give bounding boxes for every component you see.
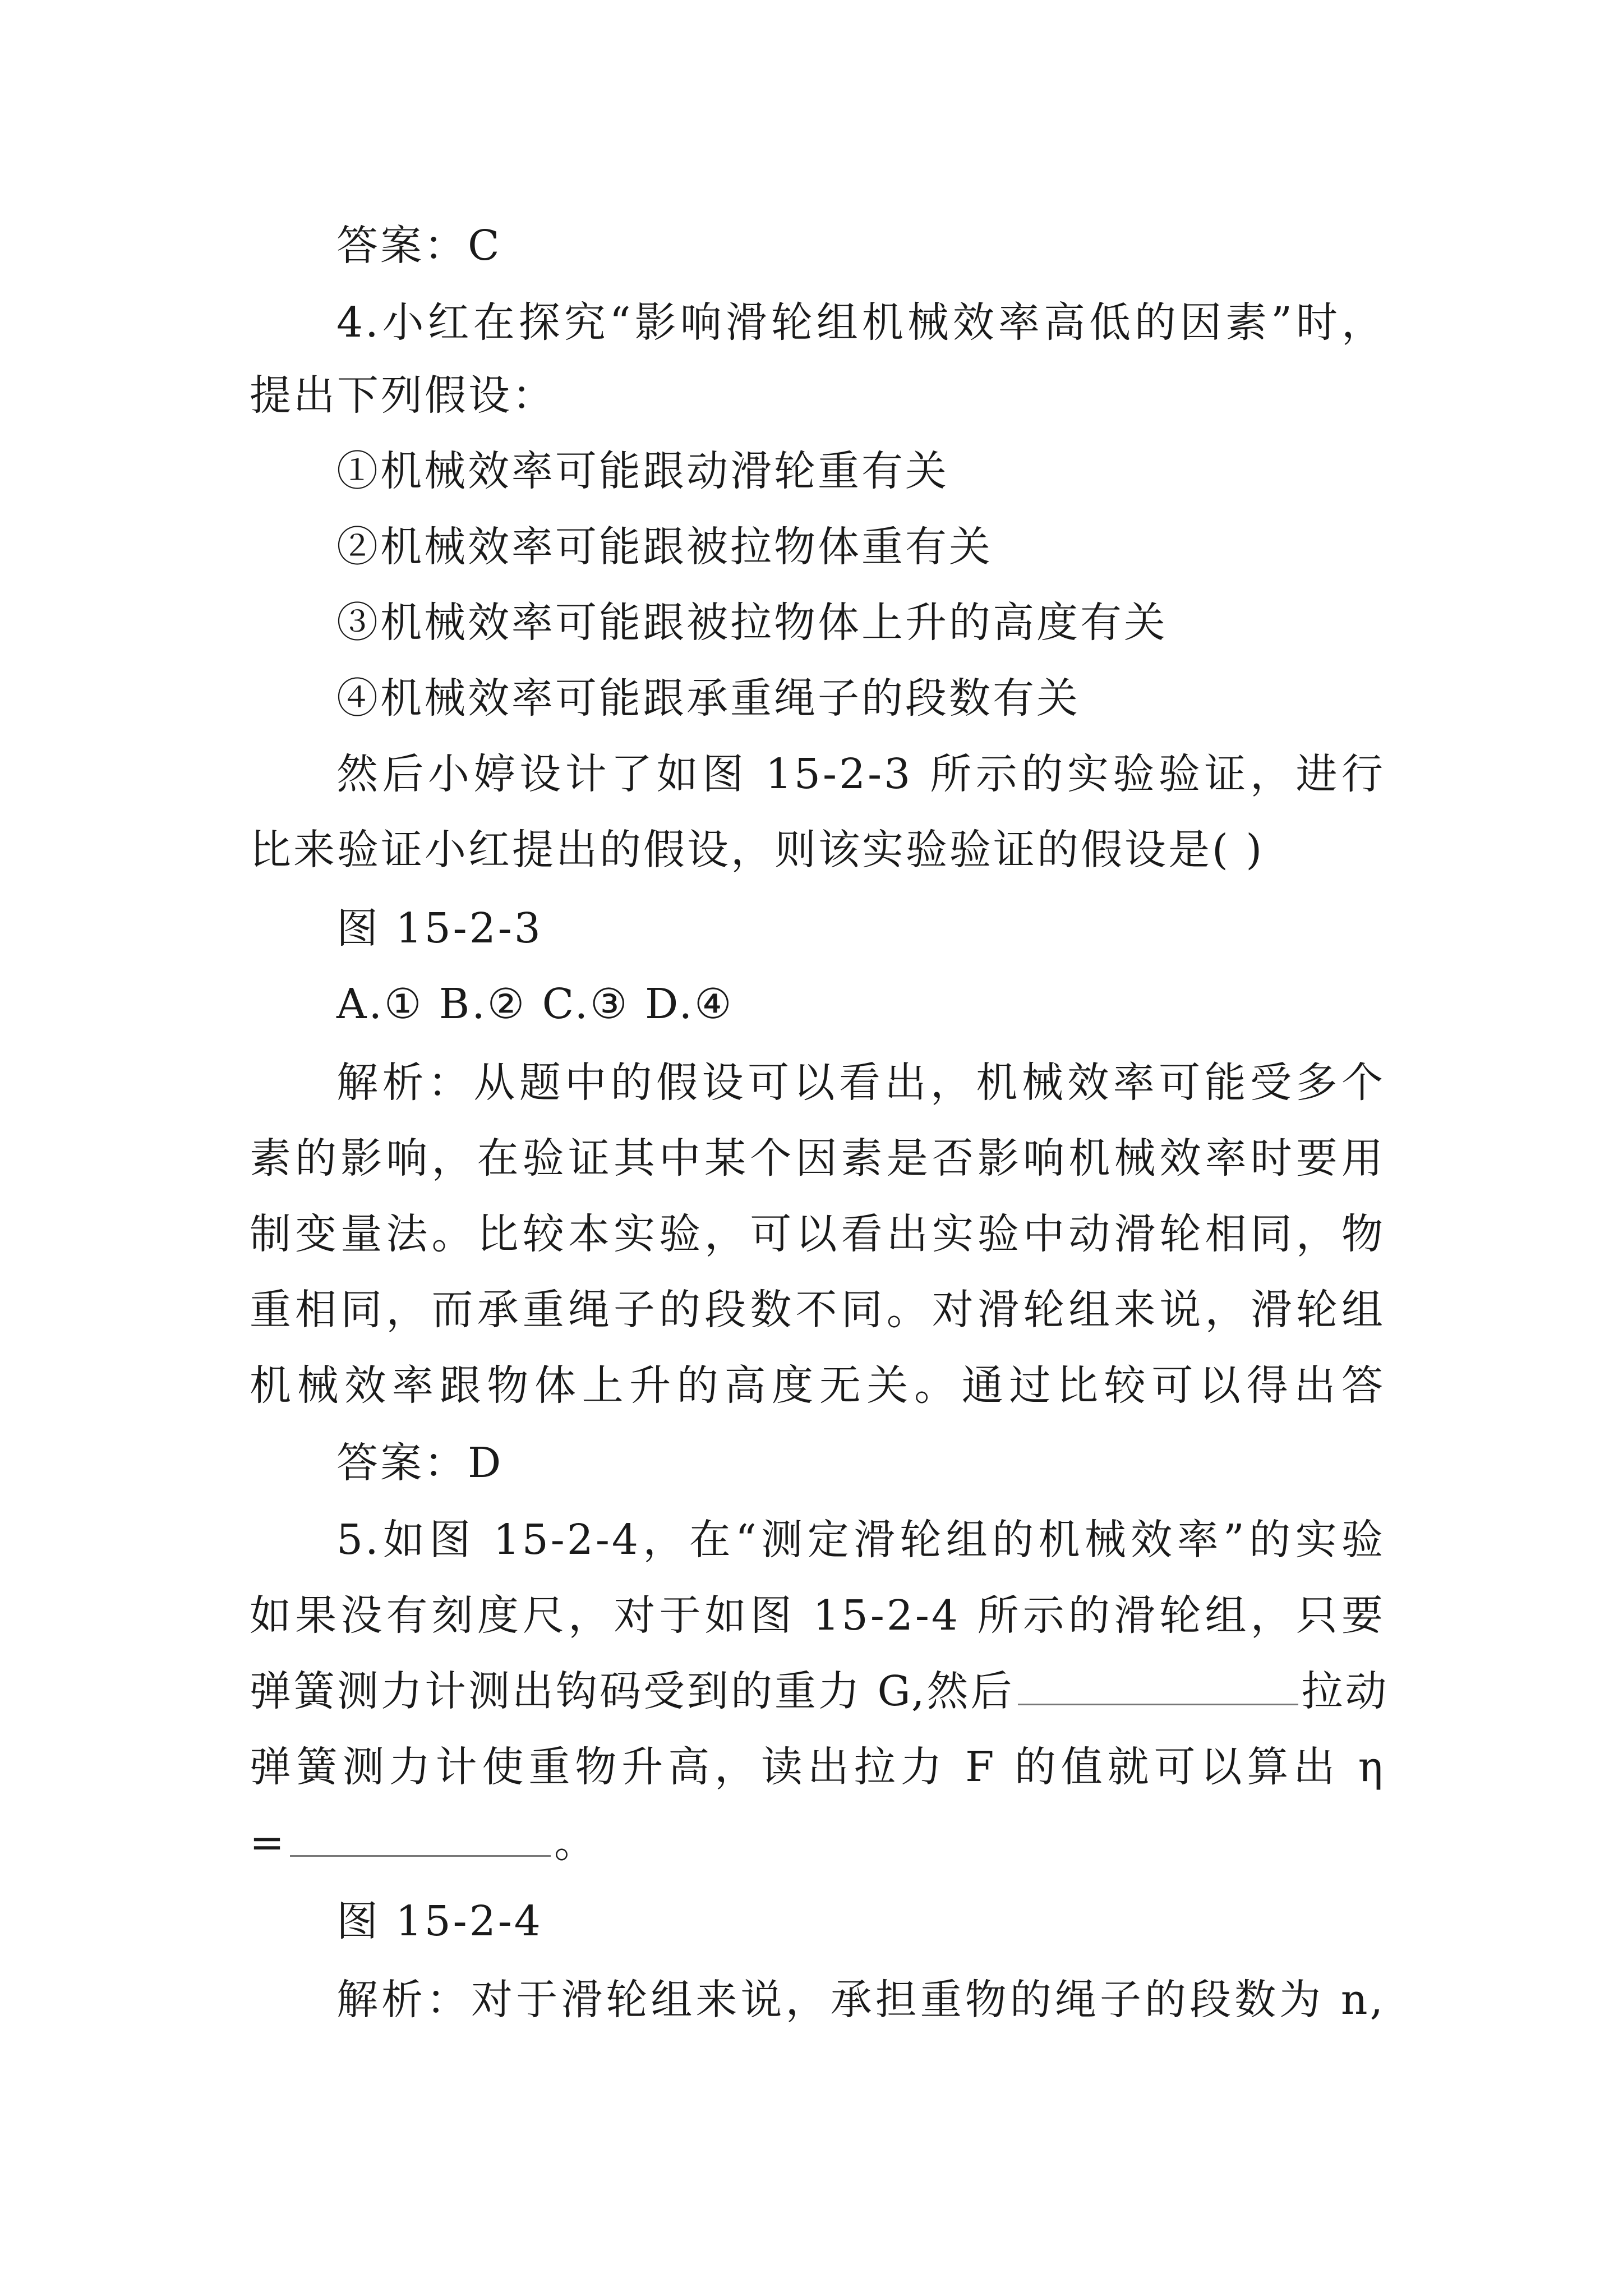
question-5-line-2: 如果没有刻度尺，对于如图 15-2-4 所示的滑轮组，只要 (250, 1591, 1385, 1640)
question-5-line-3-end: 拉动 (1301, 1667, 1389, 1715)
hypothesis-2: ②机械效率可能跟被拉物体重有关 (336, 523, 993, 571)
hypothesis-3: ③机械效率可能跟被拉物体上升的高度有关 (336, 599, 1168, 647)
question-4-line-2: 提出下列假设： (250, 371, 556, 420)
analysis-4-line-1: 解析：从题中的假设可以看出，机械效率可能受多个 (336, 1059, 1385, 1107)
analysis-4-line-2: 素的影响，在验证其中某个因素是否影响机械效率时要用 (250, 1134, 1385, 1182)
answer-blank-1[interactable] (1018, 1660, 1298, 1705)
hypothesis-4: ④机械效率可能跟承重绳子的段数有关 (336, 674, 1080, 723)
figure-caption-15-2-3: 图 15-2-3 (336, 904, 543, 953)
analysis-4-line-4: 重相同，而承重绳子的段数不同。对滑轮组来说，滑轮组 (250, 1286, 1385, 1334)
period: 。 (554, 1819, 598, 1867)
analysis-4-line-3: 制变量法。比较本实验，可以看出实验中动滑轮相同，物 (250, 1210, 1385, 1258)
question-4-text-line-2: 比来验证小红提出的假设，则该实验验证的假设是( ) (250, 826, 1265, 874)
question-4-line-1: 4.小红在探究“影响滑轮组机械效率高低的因素”时， (336, 298, 1385, 347)
question-5-line-4: 弹簧测力计使重物升高，读出拉力 F 的值就可以算出 η (250, 1743, 1385, 1791)
question-5-line-1: 5.如图 15-2-4，在“测定滑轮组的机械效率”的实验 (336, 1516, 1385, 1564)
figure-caption-15-2-4: 图 15-2-4 (336, 1897, 543, 1945)
answer-4: 答案：D (336, 1439, 504, 1487)
question-5-line-3 (250, 1658, 1389, 1725)
analysis-5-line-1: 解析：对于滑轮组来说，承担重物的绳子的段数为 n, (336, 1976, 1385, 2024)
hypothesis-1: ①机械效率可能跟动滑轮重有关 (336, 447, 949, 495)
options-question-4: A.① B.② C.③ D.④ (336, 980, 734, 1028)
question-5-line-3-text: 弹簧测力计测出钩码受到的重力 G,然后 (250, 1667, 1015, 1715)
answer-blank-2[interactable] (290, 1811, 551, 1857)
answer-3: 答案：C (336, 222, 502, 270)
equals-sign: = (250, 1819, 287, 1867)
question-5-line-5 (250, 1809, 1385, 1876)
question-4-text-line-1: 然后小婷设计了如图 15-2-3 所示的实验验证，进行 (336, 750, 1385, 798)
analysis-4-line-5: 机械效率跟物体上升的高度无关。通过比较可以得出答 (250, 1361, 1385, 1410)
